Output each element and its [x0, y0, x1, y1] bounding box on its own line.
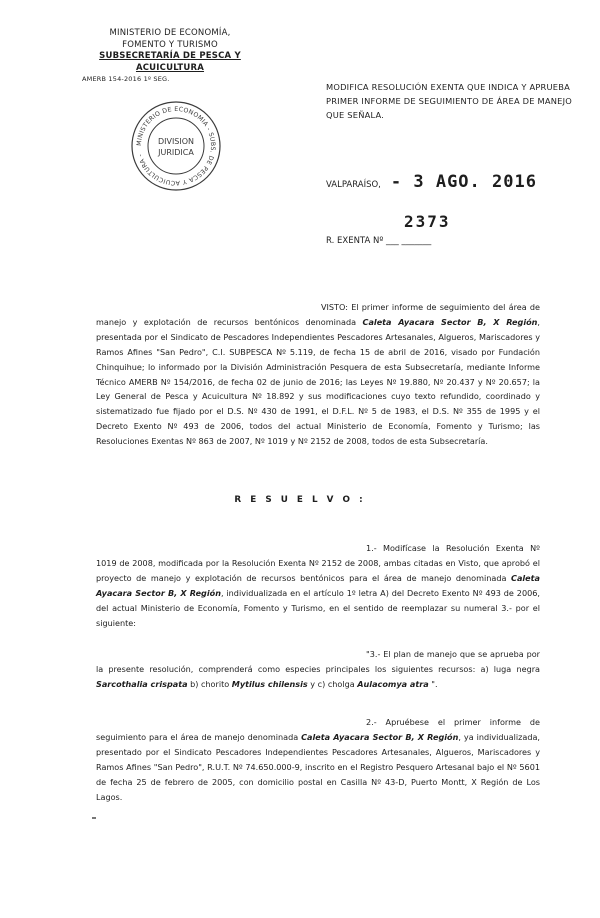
point1-area-name: Caleta Ayacara Sector B, X Región: [96, 572, 540, 598]
point2-area-name: Caleta Ayacara Sector B, X Región: [301, 731, 459, 742]
quote-text-a: "3.- El plan de manejo que se aprueba por la presente resolución, comprenderá como especies principales los siguientes recursos: a) luga negra: [96, 649, 540, 674]
resolution-point-2: [96, 715, 540, 804]
seal-center-line-1: DIVISION: [157, 137, 195, 146]
visto-text-b: , presentada por el Sindicato de Pescadores Independientes Pescadores Artesanales, Algueros, Mariscadores y Ramos Afines "San Pedro", C.I. SUBPESCA Nº 5.119, de fecha 15 de abril de 2016, visado por Fundación Chinquihue; lo informado por la División Administración Pesquera de esta Subsecretaría, mediante Informe Técnico AMERB Nº 154/2016, de fecha 02 de junio de 2016; las Leyes Nº 19.880, Nº 20.437 y Nº 20.657; la Ley General de Pesca y Acuicultura Nº 18.892 y sus modificaciones cuyo texto refundido, coordinado y sistematizado fue fijado por el D.S. Nº 430 de 1991, el D.F.L. Nº 5 de 1983, el D.S. Nº 355 de 1995 y el Decreto Exento Nº 493 de 2006, todos del actual Ministerio de Economía, Fomento y Turismo; las Resoluciones Exentas Nº 863 de 2007, Nº 1019 y Nº 2152 de 2008, todos de esta Subsecretaría.: [96, 316, 540, 447]
date-line: [326, 172, 537, 192]
document-subject: MODIFICA RESOLUCIÓN EXENTA QUE INDICA Y APRUEBA PRIMER INFORME DE SEGUIMIENTO DE ÁREA DE MANEJO QUE SEÑALA.: [326, 82, 572, 120]
point1-text-b: , individualizada en el artículo 1º letra A) del Decreto Exento Nº 493 de 2006, del actual Ministerio de Economía, Fomento y Turismo, en el sentido de reemplazar su numeral 3.- por el siguiente:: [96, 587, 540, 628]
reference-code: AMERB 154-2016 1º SEG.: [82, 75, 170, 83]
seal-ring-text: MINISTERIO DE ECONOMIA - SUBS. DE PESCA Y ACUICULTURA -: [135, 105, 217, 187]
scan-mark: [92, 817, 96, 819]
resolution-point-1-quote: [96, 647, 540, 692]
point2-text-a: 2.- Apruébese el primer informe de seguimiento para el área de manejo denominada: [96, 717, 540, 742]
point1-text-a: 1.- Modifícase la Resolución Exenta Nº 1019 de 2008, modificada por la Resolución Exenta Nº 2152 de 2008, ambas citadas en Visto, que aprobó el proyecto de manejo y explotación de recursos bentónicos para el área de manejo denominada: [96, 543, 540, 583]
letterhead-line-2: FOMENTO Y TURISMO: [122, 39, 218, 50]
resolution-point-1: [96, 541, 540, 630]
species-2: Mytilus chilensis: [231, 678, 308, 689]
species-3: Aulacomya atra: [357, 678, 429, 689]
visto-paragraph: [96, 300, 540, 449]
resolution-label: R. EXENTA Nº ___ _______: [326, 236, 432, 246]
resuelvo-heading: R E S U E L V O :: [234, 495, 366, 505]
seal-center-line-2: JURIDICA: [158, 148, 194, 157]
date-handwritten: - 3 AGO. 2016: [390, 172, 537, 192]
species-1: Sarcothalia crispata: [96, 678, 188, 689]
point2-text-b: , ya individualizada, presentado por el Sindicato Pescadores Independientes Pescadores Artesanales, Algueros, Mariscadores y Ramos Afines "San Pedro", R.U.T. Nº 74.650.000-9, inscrito en el Registro Pesquero Artesanal bajo el Nº 5601 de fecha 25 de febrero de 2005, con domicilio postal en Casilla Nº 43-D, Puerto Montt, X Región de Los Lagos.: [96, 731, 540, 802]
letterhead: [70, 28, 270, 86]
visto-label: VISTO:: [321, 302, 348, 312]
visto-area-name: Caleta Ayacara Sector B, X Región: [362, 316, 538, 327]
division-juridica-seal-icon: [130, 100, 222, 192]
quote-text-d: ".: [428, 678, 438, 689]
quote-text-c: y c) cholga: [307, 678, 358, 689]
letterhead-line-3: SUBSECRETARÍA DE PESCA Y ACUICULTURA: [99, 51, 241, 73]
quote-text-b: b) chorito: [187, 678, 232, 689]
date-place: VALPARAÍSO,: [326, 180, 381, 190]
letterhead-line-1: MINISTERIO DE ECONOMÍA,: [109, 28, 231, 38]
visto-text-a: El primer informe de seguimiento del área de manejo y explotación de recursos bentónicos denominada: [96, 302, 540, 327]
resolution-number: 2373: [404, 212, 451, 231]
